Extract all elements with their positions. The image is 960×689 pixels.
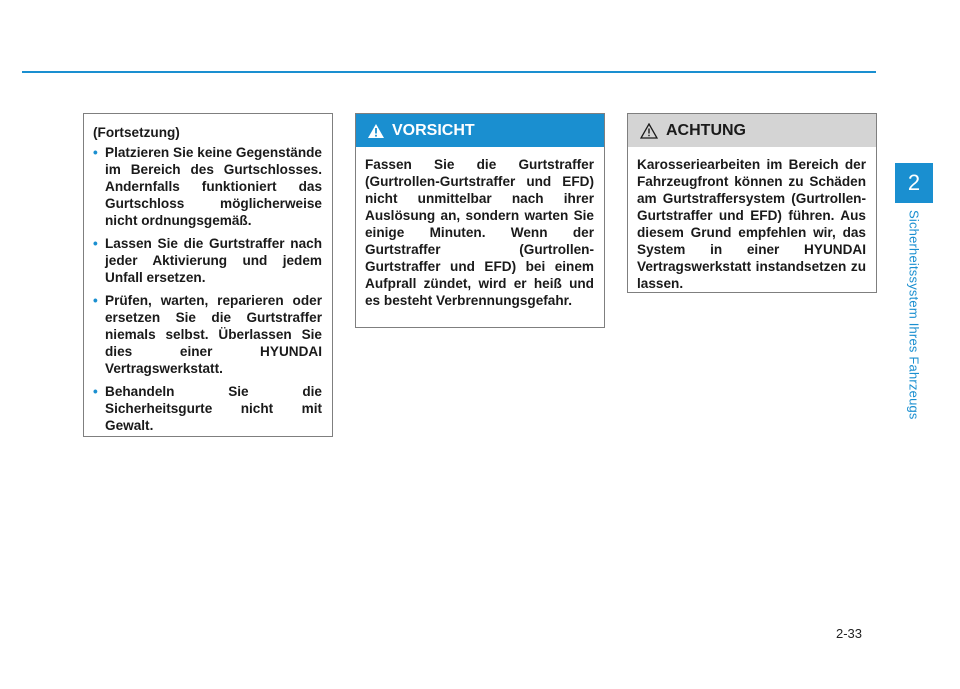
notice-box	[627, 113, 877, 293]
list-item: • Behandeln Sie die Sicherheitsgurte nicht mit Gewalt.	[93, 384, 322, 433]
caution-text: Fassen Sie die Gurtstraffer (Gurtrollen-Gurtstraffer und EFD) nicht unmittelbar nach ihrer Auslösung an, sondern warten Sie einige Minuten. Wenn der Gurtstraffer (Gurtrollen-Gurtstraffer und EFD) bei einem Aufprall zündet, wird er heiß und es besteht Verbrennungsgefahr.	[365, 157, 594, 308]
caution-box	[355, 113, 605, 328]
list-item: • Prüfen, warten, reparieren oder ersetzen Sie die Gurtstraffer niemals selbst. Überlassen Sie dies einer HYUNDAI Vertragswerkstatt.	[93, 293, 322, 376]
chapter-number: 2	[907, 170, 921, 195]
caution-title: VORSICHT	[392, 121, 475, 139]
bullet-icon: •	[93, 236, 98, 251]
notice-header	[628, 114, 876, 147]
bullet-icon: •	[93, 384, 98, 399]
notice-text: Karosseriearbeiten im Bereich der Fahrzeugfront können zu Schäden am Gurtstraffersystem (Gurtrollen-Gurtstraffer und EFD) führen. Aus diesem Grund empfehlen wir, das System in einer HYUNDAI Vertragswerkstatt instandsetzen zu lassen.	[637, 157, 866, 291]
list-item: • Lassen Sie die Gurtstraffer nach jeder Aktivierung und jedem Unfall ersetzen.	[93, 236, 322, 285]
chapter-title: Sicherheitssystem Ihres Fahrzeugs	[906, 210, 922, 420]
top-rule	[22, 71, 876, 73]
bullet-icon: •	[93, 145, 98, 160]
caution-header	[356, 114, 604, 147]
page-number: 2-33	[836, 626, 863, 641]
continued-box	[83, 113, 333, 437]
notice-title: ACHTUNG	[666, 121, 746, 139]
warning-icon	[640, 123, 658, 139]
continued-label: (Fortsetzung)	[93, 125, 180, 140]
list-item: • Platzieren Sie keine Gegenstände im Bereich des Gurtschlosses. Andernfalls funktioniert das Gurtschloss möglicherweise nicht ordnungsgemäß.	[93, 145, 322, 228]
bullet-icon: •	[93, 293, 98, 308]
bullet-list	[93, 144, 322, 434]
chapter-tab	[895, 163, 933, 203]
warning-icon	[368, 124, 384, 138]
